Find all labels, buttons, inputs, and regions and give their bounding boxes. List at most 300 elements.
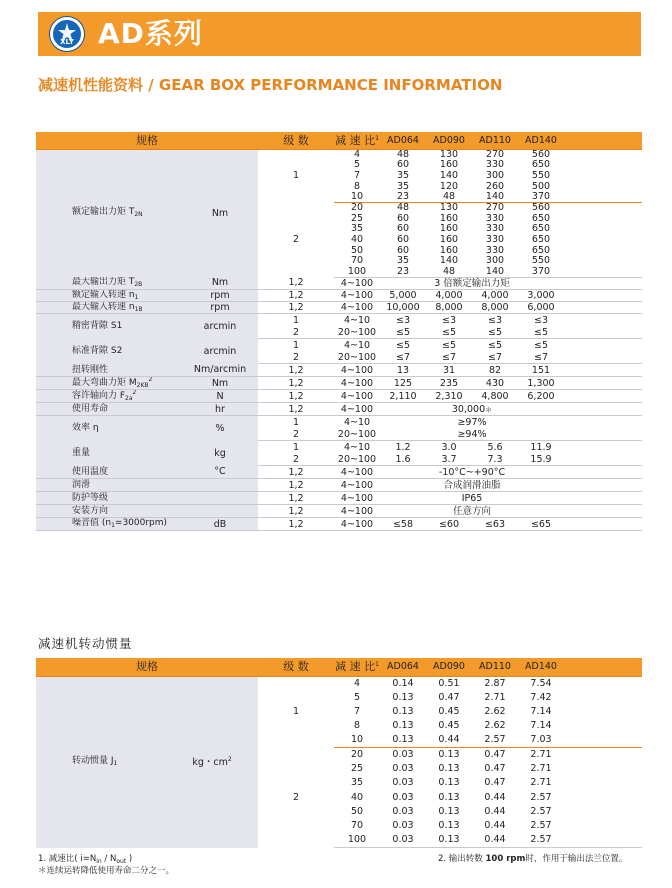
row-label: 使用寿命 [36,403,182,416]
value-cell: 2.71 [472,690,518,704]
table-cell [564,416,642,429]
value-cell: ≤63 [472,518,518,531]
table-row [36,676,642,690]
value-cell: 合成润滑油脂 [380,479,564,492]
subscript: 1 [111,522,115,530]
brand-logo [50,17,84,51]
table-cell [564,719,642,733]
ratio-cell: 4~100 [334,403,380,416]
value-cell: 0.13 [426,747,472,761]
value-cell: 125 [380,377,426,390]
table-row [36,390,642,403]
table-row [36,441,642,454]
header-model: AD110 [472,132,518,149]
header-blank [564,132,642,149]
value-cell: 35 [380,170,426,181]
ratio-cell: 20 [334,202,380,213]
value-cell: 650 [518,160,564,171]
value-cell: 0.44 [472,790,518,804]
ratio-cell: 4~100 [334,390,380,403]
table-cell [564,790,642,804]
mark: ＊ [485,405,493,414]
header-ratio: 减 速 比$^1$ [334,132,380,149]
table-cell [564,256,642,267]
value-cell: ≤5 [518,339,564,352]
value-cell: 650 [518,213,564,224]
value-cell: 5,000 [380,289,426,301]
table-cell [564,833,642,847]
value-cell: 7.42 [518,690,564,704]
row-unit [182,505,258,518]
value-cell: 0.13 [426,819,472,833]
value-cell: 48 [426,267,472,278]
value-cell: 23 [380,192,426,203]
ratio-cell: 5 [334,160,380,171]
value-cell: 140 [426,170,472,181]
header-banner [38,12,641,56]
row-unit: rpm [182,302,258,314]
inertia-table [36,658,642,848]
subscript: 1B [134,305,143,313]
table-cell [564,213,642,224]
header-ratio: 减 速 比$^1$ [334,658,380,676]
value-cell: 3.0 [426,441,472,454]
stage-cell: 1,2 [258,492,334,505]
value-cell: 1.2 [380,441,426,454]
row-unit [182,492,258,505]
stage-cell: 2 [258,326,334,339]
subscript: 2B [134,281,143,289]
value-cell: 500 [518,181,564,192]
stage-cell: 1,2 [258,403,334,416]
value-cell: 140 [472,192,518,203]
subscript: 2KB [136,382,149,390]
value-cell: 0.03 [380,776,426,790]
table-cell [564,690,642,704]
value-cell: ≤3 [380,314,426,327]
value-cell: 0.47 [472,762,518,776]
table-row [36,416,642,429]
value-cell: ≤7 [380,351,426,364]
value-cell: 0.13 [426,776,472,790]
value-cell: 0.44 [426,733,472,747]
value-cell: 0.13 [380,690,426,704]
value-cell: 7.54 [518,676,564,690]
value-cell: 48 [380,202,426,213]
stage-cell: 1,2 [258,466,334,479]
table-cell [564,149,642,160]
row-unit: kg・$cm^2$ [166,676,258,848]
ratio-cell: 4~100 [334,479,380,492]
row-unit: dB [182,518,258,531]
value-cell: 7.03 [518,733,564,747]
value-cell: 10,000 [380,302,426,314]
value-cell: 2.57 [518,833,564,847]
stage-cell: 1 [258,416,334,429]
value-cell: 130 [426,149,472,160]
value-cell: 6,000 [518,302,564,314]
value-cell: 2.87 [472,676,518,690]
value-cell: 0.14 [380,676,426,690]
table-row [36,505,642,518]
stage-cell: 1,2 [258,377,334,390]
table-cell [564,492,642,505]
ratio-cell: 10 [334,733,380,747]
value-cell: 0.44 [472,833,518,847]
table-row [36,518,642,531]
value-cell: 370 [518,192,564,203]
value-cell: 5.6 [472,441,518,454]
table-cell [564,466,642,479]
value-cell: 60 [380,160,426,171]
ratio-cell: 4~100 [334,364,380,377]
table-cell [564,326,642,339]
row-label: 效率 η [36,416,182,441]
ratio-cell: 4~100 [334,277,380,289]
value-cell: 82 [472,364,518,377]
value-cell: 0.47 [472,747,518,761]
header-model: AD140 [518,132,564,149]
value-cell: 160 [426,245,472,256]
value-cell: 560 [518,149,564,160]
table-row [36,364,642,377]
ratio-cell: 35 [334,224,380,235]
ratio-cell: 50 [334,245,380,256]
ratio-cell: 50 [334,805,380,819]
value-cell: 7.14 [518,705,564,719]
ratio-cell: 5 [334,690,380,704]
value-cell: 0.03 [380,833,426,847]
table-cell [564,289,642,301]
table-cell [564,747,642,761]
value-cell: 0.13 [380,733,426,747]
table-cell [564,235,642,246]
row-label: 重量 [36,441,182,466]
value-cell: 11.9 [518,441,564,454]
value-cell: 0.13 [426,762,472,776]
table-cell [564,762,642,776]
value-cell: 0.51 [426,676,472,690]
ratio-cell: 40 [334,790,380,804]
footnote-life: ＊连续运转降低使用寿命二分之一。 [38,866,175,876]
value-cell: 370 [518,267,564,278]
value-cell: 2.71 [518,776,564,790]
ratio-cell: 40 [334,235,380,246]
header-model: AD064 [380,658,426,676]
subscript: 2N [134,211,143,219]
value-cell: 3.7 [426,453,472,466]
ratio-cell: 7 [334,170,380,181]
ratio-cell: 25 [334,762,380,776]
row-label: 安装方向 [36,505,182,518]
value-cell: 7.14 [518,719,564,733]
ratio-cell: 7 [334,705,380,719]
ratio-cell: 70 [334,819,380,833]
value-cell: ≤5 [426,326,472,339]
value-cell: 3 倍额定输出力矩 [380,277,564,289]
value-cell: ≤65 [518,518,564,531]
row-label: 最大弯曲力矩 $M_{2KB}^2$ [36,377,182,390]
header-model: AD090 [426,132,472,149]
table-cell [564,733,642,747]
value-cell: 130 [426,202,472,213]
value-cell: 0.45 [426,705,472,719]
row-unit: Nm [182,277,258,289]
value-cell: 0.44 [472,805,518,819]
value-cell: 8,000 [426,302,472,314]
ratio-cell: 4~100 [334,492,380,505]
value-cell: 30,000＊ [380,403,564,416]
table-cell [564,479,642,492]
value-cell: 60 [380,235,426,246]
table-row [36,339,642,352]
row-unit: Nm [182,149,258,277]
table-header-row [36,132,642,149]
value-cell: 4,000 [472,289,518,301]
value-cell: 15.9 [518,453,564,466]
table-cell [564,202,642,213]
table-cell [564,776,642,790]
subscript: 1 [113,760,118,768]
table-cell [564,805,642,819]
value-cell: ≤3 [426,314,472,327]
table-cell [564,390,642,403]
value-cell: ≤3 [518,314,564,327]
ratio-cell: 25 [334,213,380,224]
ratio-cell: 4~100 [334,505,380,518]
row-unit: rpm [182,289,258,301]
stage-cell: 2 [258,351,334,364]
ratio-cell: 4~10 [334,416,380,429]
ratio-cell: 4~10 [334,314,380,327]
stage-cell: 1 [258,149,334,202]
row-unit: Nm/arcmin [182,364,258,377]
row-label: 标准背隙 S2 [36,339,182,364]
row-unit: N [182,390,258,403]
superscript: 1 [375,134,379,142]
row-label: 防护等级 [36,492,182,505]
table-row [36,403,642,416]
value-cell: 0.13 [426,833,472,847]
value-cell: 160 [426,213,472,224]
stage-cell: 1 [258,314,334,327]
table-row [36,492,642,505]
value-cell: 23 [380,267,426,278]
value-cell: 0.47 [426,690,472,704]
value-cell: 0.13 [426,805,472,819]
ratio-cell: 20~100 [334,351,380,364]
value-cell: 650 [518,235,564,246]
header-spec: 规格 [36,132,258,149]
page-title: AD系列 [98,17,203,50]
footnote-ratio: 1. 减速比( $i=N_{in} / N_{out}$ ) [38,854,133,865]
stage-cell: 1 [258,676,334,747]
value-cell: 60 [380,245,426,256]
value-cell: 0.13 [380,705,426,719]
superscript: 2 [148,376,153,384]
ratio-cell: 20~100 [334,453,380,466]
table-cell [564,160,642,171]
value-cell: 300 [472,256,518,267]
section-title-inertia: 减速机转动惯量 [38,636,133,651]
ratio-cell: 100 [334,267,380,278]
value-cell: 0.03 [380,805,426,819]
value-cell: 2.62 [472,719,518,733]
value-cell: 2.57 [518,790,564,804]
ratio-cell: 4~100 [334,377,380,390]
row-label: 最大输入转速 $n_{1B}$ [36,302,182,314]
value-cell: ≤7 [426,351,472,364]
value-cell: 2.57 [518,805,564,819]
row-label: 额定输出力矩 $T_{2N}$ [36,149,182,277]
value-cell: ≤58 [380,518,426,531]
ratio-cell: 4 [334,676,380,690]
table-cell [564,224,642,235]
table-cell [564,245,642,256]
value-cell: 60 [380,213,426,224]
table-row [36,302,642,314]
value-cell: 13 [380,364,426,377]
table-cell [564,403,642,416]
value-cell: ≤5 [472,326,518,339]
table-cell [564,505,642,518]
value-cell: 1,300 [518,377,564,390]
stage-cell: 1 [258,339,334,352]
ratio-cell: 4~10 [334,339,380,352]
table-cell [564,314,642,327]
value-cell: 0.47 [472,776,518,790]
value-cell: 650 [518,224,564,235]
value-cell: 330 [472,235,518,246]
value-cell: 2.57 [472,733,518,747]
table-row [36,377,642,390]
value-cell: 0.03 [380,790,426,804]
value-cell: 7.3 [472,453,518,466]
value-cell: 260 [472,181,518,192]
row-label: 扭转刚性 [36,364,182,377]
table-cell [564,277,642,289]
stage-cell: 1,2 [258,390,334,403]
value-cell: ≤7 [518,351,564,364]
ratio-cell: 4~100 [334,466,380,479]
value-cell: 160 [426,160,472,171]
row-unit: arcmin [182,339,258,364]
value-cell: 0.44 [472,819,518,833]
stage-cell: 1,2 [258,364,334,377]
row-unit: kg [182,441,258,466]
superscript: 2 [227,755,232,763]
value-cell: 560 [518,202,564,213]
table-row [36,314,642,327]
header-stage: 级 数 [258,658,334,676]
value-cell: ≤5 [380,339,426,352]
value-cell: 2.71 [518,747,564,761]
table-cell [564,364,642,377]
row-unit: arcmin [182,314,258,339]
value-cell: 160 [426,224,472,235]
stage-cell: 2 [258,747,334,847]
row-unit [182,479,258,492]
header-model: AD110 [472,658,518,676]
value-cell: 6,200 [518,390,564,403]
table-row [36,466,642,479]
row-unit: °C [182,466,258,479]
value-cell: 4,800 [472,390,518,403]
table-cell [564,676,642,690]
table-row [36,479,642,492]
stage-cell: 1,2 [258,289,334,301]
stage-cell: 1,2 [258,277,334,289]
table-cell [564,377,642,390]
table-cell [564,181,642,192]
table-cell [564,428,642,441]
value-cell: ≥97% [380,416,564,429]
superscript: 1 [375,661,379,669]
value-cell: -10°C~+90°C [380,466,564,479]
header-stage: 级 数 [258,132,334,149]
value-cell: 2.57 [518,819,564,833]
value-cell: 0.03 [380,819,426,833]
value-cell: 2,110 [380,390,426,403]
performance-table [36,132,642,531]
table-cell [564,453,642,466]
value-cell: 235 [426,377,472,390]
subscript: 2a [125,395,133,403]
ratio-cell: 8 [334,719,380,733]
value-cell: 270 [472,202,518,213]
value-cell: ≤3 [472,314,518,327]
ratio-cell: 4~100 [334,289,380,301]
value-cell: 0.13 [426,790,472,804]
stage-cell: 1 [258,441,334,454]
table-cell [564,441,642,454]
header-spec: 规格 [36,658,258,676]
value-cell: 550 [518,170,564,181]
ratio-cell: 4~100 [334,302,380,314]
table-row [36,149,642,160]
row-label: 使用温度 [36,466,182,479]
value-cell: 8,000 [472,302,518,314]
stage-cell: 1,2 [258,479,334,492]
value-cell: ≥94% [380,428,564,441]
value-cell: 1.6 [380,453,426,466]
value-cell: 140 [472,267,518,278]
value-cell: ≤5 [380,326,426,339]
table-row [36,289,642,301]
row-label: 转动惯量 $J_1$ [36,676,166,848]
table-cell [564,705,642,719]
value-cell: 140 [426,256,472,267]
value-cell: 430 [472,377,518,390]
header-blank [564,658,642,676]
value-cell: 31 [426,364,472,377]
row-unit: Nm [182,377,258,390]
ratio-cell: 20~100 [334,428,380,441]
ratio-cell: 70 [334,256,380,267]
value-cell: 35 [380,256,426,267]
value-cell: 35 [380,181,426,192]
value-cell: 0.45 [426,719,472,733]
row-label: 精密背隙 S1 [36,314,182,339]
value-cell: 0.03 [380,762,426,776]
value-cell: 300 [472,170,518,181]
value-cell: 任意方向 [380,505,564,518]
value-cell: 4,000 [426,289,472,301]
table-cell [564,819,642,833]
value-cell: 48 [426,192,472,203]
value-cell: 120 [426,181,472,192]
table-cell [564,351,642,364]
